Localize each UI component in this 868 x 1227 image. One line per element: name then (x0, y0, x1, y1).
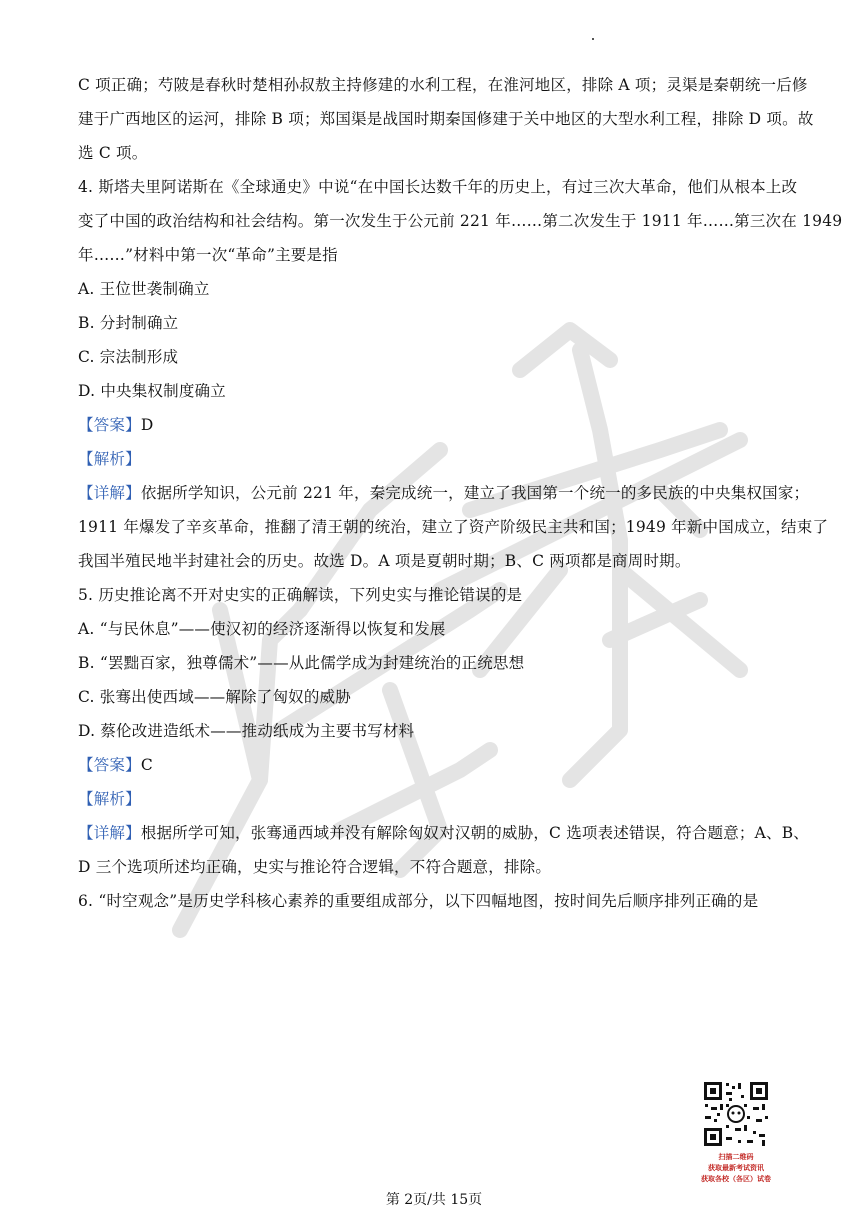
text-line (78, 850, 794, 884)
text-line (78, 408, 794, 442)
line-text: 6. “时空观念”是历史学科核心素养的重要组成部分，以下四幅地图，按时间先后顺序排列正确的是 (78, 892, 759, 910)
line-text: C. 张骞出使西域——解除了匈奴的威胁 (78, 688, 351, 706)
text-line (78, 442, 794, 476)
text-line (78, 816, 809, 850)
text-line (78, 782, 794, 816)
line-text: D. 中央集权制度确立 (78, 382, 226, 400)
line-text: A. “与民休息”——使汉初的经济逐渐得以恢复和发展 (78, 620, 446, 638)
qr-caption-3: 获取各校（各区）试卷 (701, 1175, 771, 1183)
text-line (78, 306, 794, 340)
text-line (78, 476, 810, 510)
line-text: C. 宗法制形成 (78, 348, 179, 366)
text-line (78, 238, 794, 272)
text-line (78, 578, 794, 612)
page-footer: 第 2页/共 15页 (385, 1192, 483, 1208)
qr-block (700, 1080, 772, 1185)
text-line (78, 612, 794, 646)
line-text: 1911 年爆发了辛亥革命，推翻了清王朝的统治，建立了资产阶级民主共和国；1949 年新中国成立，结束了 (78, 518, 829, 536)
text-line (78, 340, 794, 374)
text-line (78, 136, 794, 170)
section-tag: 【解析】 (78, 450, 141, 468)
line-text: B. 分封制确立 (78, 314, 179, 332)
line-text: 我国半殖民地半封建社会的历史。故选 D。A 项是夏朝时期；B、C 两项都是商周时期。 (78, 552, 691, 570)
line-text: 根据所学可知，张骞通西域并没有解除匈奴对汉朝的威胁，C 选项表述错误，符合题意；A、B、 (140, 824, 809, 842)
section-tag: 【详解】 (78, 484, 141, 502)
text-line (78, 544, 794, 578)
line-text: 依据所学知识，公元前 221 年，秦完成统一，建立了我国第一个统一的多民族的中央集权国家； (140, 484, 810, 502)
text-line (78, 272, 794, 306)
text-line (78, 748, 794, 782)
line-text: A. 王位世袭制确立 (78, 280, 210, 298)
qr-code-icon[interactable] (702, 1080, 770, 1148)
section-tag: 【详解】 (78, 824, 141, 842)
line-text: D. 蔡伦改进造纸术——推动纸成为主要书写材料 (78, 722, 415, 740)
text-line (78, 68, 808, 102)
qr-caption-2: 获取最新考试资讯 (708, 1164, 764, 1172)
line-text: D (140, 416, 154, 434)
text-line (78, 646, 794, 680)
corner-mark (592, 38, 594, 40)
line-text: 变了中国的政治结构和社会结构。第一次发生于公元前 221 年……第二次发生于 1911 年……第三次在 1949 (78, 212, 843, 230)
line-text: 5. 历史推论离不开对史实的正确解读，下列史实与推论错误的是 (78, 586, 523, 604)
text-line (78, 102, 814, 136)
section-tag: 【答案】 (78, 756, 141, 774)
line-text: B. “罢黜百家，独尊儒术”——从此儒学成为封建统治的正统思想 (78, 654, 525, 672)
line-text: C 项正确；芍陂是春秋时楚相孙叔敖主持修建的水利工程，在淮河地区，排除 A 项；灵渠是秦朝统一后修 (78, 76, 808, 94)
text-line (78, 714, 794, 748)
text-line (78, 510, 829, 544)
line-text: C (140, 756, 153, 774)
text-line (78, 884, 794, 918)
text-line (78, 374, 794, 408)
line-text: 4. 斯塔夫里阿诺斯在《全球通史》中说“在中国长达数千年的历史上，有过三次大革命，他们从根本上改 (78, 178, 798, 196)
section-tag: 【答案】 (78, 416, 141, 434)
line-text: 选 C 项。 (78, 144, 148, 162)
qr-caption-1: 扫描二维码 (718, 1153, 754, 1161)
section-tag: 【解析】 (78, 790, 141, 808)
line-text: 建于广西地区的运河，排除 B 项；郑国渠是战国时期秦国修建于关中地区的大型水利工程，排除 D 项。故 (78, 110, 814, 128)
line-text: D 三个选项所述均正确，史实与推论符合逻辑，不符合题意，排除。 (78, 858, 552, 876)
text-line (78, 204, 843, 238)
text-line (78, 170, 798, 204)
line-text: 年……”材料中第一次“革命”主要是指 (78, 246, 338, 264)
document-body (78, 68, 843, 918)
text-line (78, 680, 794, 714)
